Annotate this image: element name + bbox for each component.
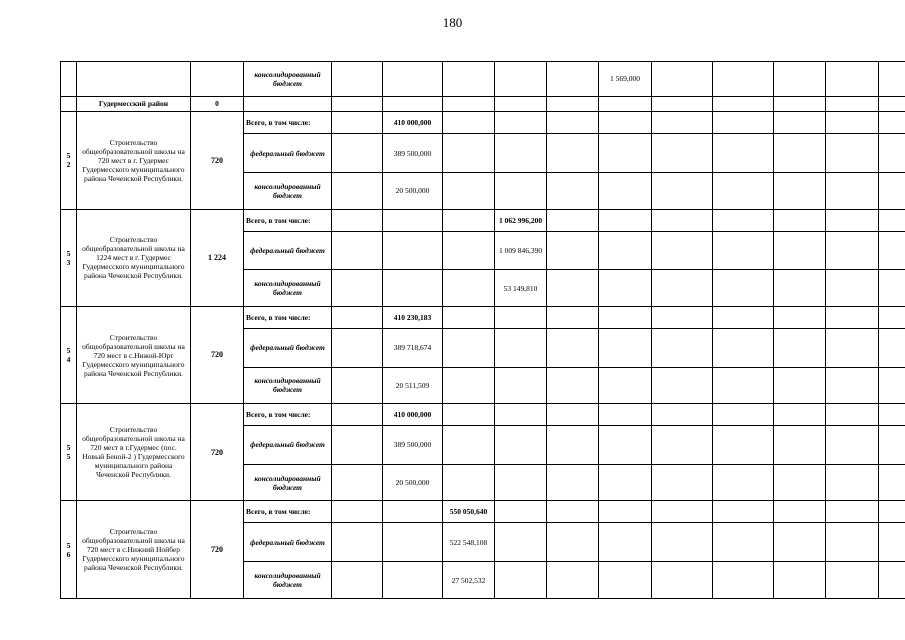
table-cell	[61, 62, 77, 97]
table-cell	[495, 62, 547, 97]
source-label-consolidated: консолидированный бюджет	[244, 464, 332, 501]
amount-cell	[443, 306, 495, 328]
amount-cell	[443, 426, 495, 465]
amount-cell	[879, 209, 905, 231]
source-label-federal: федеральный бюджет	[244, 523, 332, 562]
amount-cell: 389 500,000	[383, 134, 443, 173]
amount-cell	[332, 306, 383, 328]
table-cell	[713, 96, 774, 112]
amount-cell	[879, 464, 905, 501]
amount-cell	[332, 209, 383, 231]
table-cell	[383, 96, 443, 112]
amount-cell: 27 502,532	[443, 562, 495, 599]
amount-cell	[713, 306, 774, 328]
table-cell	[332, 62, 383, 97]
amount-cell	[713, 270, 774, 307]
table-cell	[244, 96, 332, 112]
amount-cell	[443, 328, 495, 367]
amount-cell	[879, 172, 905, 209]
source-label-total: Всего, в том числе:	[244, 306, 332, 328]
amount-cell	[826, 426, 879, 465]
amount-cell	[879, 231, 905, 270]
amount-cell	[774, 270, 826, 307]
amount-cell	[547, 134, 599, 173]
amount-cell	[332, 562, 383, 599]
amount-cell	[599, 112, 652, 134]
table-row	[61, 112, 905, 134]
amount-cell	[774, 231, 826, 270]
amount-cell	[547, 328, 599, 367]
table-cell	[547, 62, 599, 97]
amount-cell: 20 511,509	[383, 367, 443, 404]
source-label-total: Всего, в том числе:	[244, 501, 332, 523]
amount-cell	[879, 306, 905, 328]
amount-cell	[599, 562, 652, 599]
project-capacity: 720	[191, 112, 244, 209]
amount-cell	[774, 134, 826, 173]
amount-cell	[879, 270, 905, 307]
amount-cell	[652, 270, 713, 307]
amount-cell	[547, 209, 599, 231]
amount-cell	[332, 112, 383, 134]
district-name: Гудермесский район	[77, 96, 191, 112]
amount-cell	[547, 464, 599, 501]
amount-cell	[547, 306, 599, 328]
amount-cell: 389 718,674	[383, 328, 443, 367]
amount-cell	[547, 112, 599, 134]
amount-cell	[599, 523, 652, 562]
amount-cell	[383, 523, 443, 562]
source-label-consolidated: консолидированный бюджет	[244, 367, 332, 404]
project-name: Строительство общеобразовательной школы на 1224 мест в г. Гудермес Гудермесского муниципального района Чеченской Республики.	[77, 209, 191, 306]
amount-cell	[443, 172, 495, 209]
amount-cell	[879, 404, 905, 426]
amount-cell	[652, 306, 713, 328]
amount-cell	[879, 426, 905, 465]
project-number: 5 4	[61, 306, 77, 403]
amount-cell	[547, 404, 599, 426]
amount-cell	[826, 367, 879, 404]
amount-cell	[879, 523, 905, 562]
table-cell	[826, 62, 879, 97]
amount-cell	[774, 328, 826, 367]
project-name: Строительство общеобразовательной школы на 720 мест в г.Гудермес (пос. Новый Беной-2 ) Гудермесского муниципального района Чеченской Республики.	[77, 404, 191, 501]
table-cell	[826, 96, 879, 112]
amount-cell	[495, 562, 547, 599]
amount-cell	[332, 523, 383, 562]
amount-cell: 1 062 996,200	[495, 209, 547, 231]
amount-cell	[652, 112, 713, 134]
table-cell	[191, 62, 244, 97]
amount-cell	[826, 134, 879, 173]
amount-cell	[547, 501, 599, 523]
project-capacity: 720	[191, 501, 244, 599]
amount-cell	[332, 426, 383, 465]
amount-cell: 20 500,000	[383, 464, 443, 501]
table-row	[61, 209, 905, 231]
amount-cell	[826, 112, 879, 134]
table-cell	[443, 96, 495, 112]
project-number: 5 2	[61, 112, 77, 209]
amount-cell	[879, 367, 905, 404]
source-label-consolidated: консолидированный бюджет	[244, 172, 332, 209]
amount-cell	[443, 209, 495, 231]
amount-cell	[826, 231, 879, 270]
amount-cell	[599, 501, 652, 523]
amount-cell	[652, 464, 713, 501]
amount-cell	[599, 367, 652, 404]
amount-cell	[332, 134, 383, 173]
project-name: Строительство общеобразовательной школы на 720 мест в с.Нижой-Юрт Гудермесского муниципального района Чеченской Республики.	[77, 306, 191, 403]
amount-cell	[879, 134, 905, 173]
source-label-total: Всего, в том числе:	[244, 112, 332, 134]
amount-cell	[599, 426, 652, 465]
source-label-consolidated: консолидированный бюджет	[244, 62, 332, 97]
amount-cell	[383, 209, 443, 231]
amount-cell	[713, 523, 774, 562]
amount-cell	[713, 172, 774, 209]
amount-cell	[443, 404, 495, 426]
amount-cell	[547, 270, 599, 307]
amount-cell	[713, 328, 774, 367]
page-number: 180	[442, 15, 463, 30]
project-name: Строительство общеобразовательной школы на 720 мест в г. Гудермес Гудермесского муниципального района Чеченской Республики.	[77, 112, 191, 209]
amount-cell	[495, 172, 547, 209]
amount-cell	[879, 501, 905, 523]
amount-cell	[383, 562, 443, 599]
amount-cell	[774, 172, 826, 209]
amount-cell	[826, 523, 879, 562]
source-label-consolidated: консолидированный бюджет	[244, 562, 332, 599]
amount-cell	[495, 404, 547, 426]
amount-cell: 410 230,183	[383, 306, 443, 328]
amount-cell	[652, 172, 713, 209]
amount-cell	[774, 501, 826, 523]
amount-cell	[713, 231, 774, 270]
amount-cell	[774, 464, 826, 501]
amount-cell	[774, 562, 826, 599]
amount-cell	[547, 523, 599, 562]
table-row	[61, 62, 905, 97]
project-name: Строительство общеобразовательной школы на 720 мест в с.Нижний Нойбер Гудермесского муниципального района Чеченской Республики.	[77, 501, 191, 599]
amount-cell: 20 500,000	[383, 172, 443, 209]
amount-cell	[599, 464, 652, 501]
table-row	[61, 501, 905, 523]
amount-cell	[547, 426, 599, 465]
amount-cell	[599, 134, 652, 173]
amount-cell	[495, 464, 547, 501]
amount-cell	[713, 501, 774, 523]
amount-cell: 550 050,640	[443, 501, 495, 523]
district-value: 0	[191, 96, 244, 112]
amount-cell	[495, 367, 547, 404]
table-cell	[495, 96, 547, 112]
table-cell	[652, 62, 713, 97]
amount-cell	[652, 501, 713, 523]
amount-cell	[652, 231, 713, 270]
table-cell	[774, 62, 826, 97]
amount-cell	[652, 404, 713, 426]
amount-cell	[826, 404, 879, 426]
table-cell	[774, 96, 826, 112]
amount-cell: 1 009 846,390	[495, 231, 547, 270]
table-cell	[383, 62, 443, 97]
project-number: 5 6	[61, 501, 77, 599]
source-label-federal: федеральный бюджет	[244, 328, 332, 367]
amount-cell	[547, 562, 599, 599]
table-cell	[61, 96, 77, 112]
project-number: 5 5	[61, 404, 77, 501]
project-capacity: 720	[191, 306, 244, 403]
amount-cell	[495, 523, 547, 562]
amount-cell	[826, 306, 879, 328]
table-cell	[713, 62, 774, 97]
amount-cell	[713, 404, 774, 426]
amount-cell	[332, 270, 383, 307]
amount-cell	[713, 464, 774, 501]
amount-cell	[332, 172, 383, 209]
amount-cell	[652, 523, 713, 562]
amount-cell	[495, 501, 547, 523]
amount-cell	[383, 270, 443, 307]
amount-cell	[774, 426, 826, 465]
project-number: 5 3	[61, 209, 77, 306]
table-cell	[332, 96, 383, 112]
amount-cell	[599, 306, 652, 328]
amount-cell	[495, 134, 547, 173]
amount-cell	[826, 464, 879, 501]
amount-cell	[774, 404, 826, 426]
amount-cell	[332, 404, 383, 426]
source-label-total: Всего, в том числе:	[244, 209, 332, 231]
amount-cell	[332, 367, 383, 404]
amount-cell	[383, 231, 443, 270]
amount-cell	[713, 562, 774, 599]
amount-cell	[599, 328, 652, 367]
amount-cell	[547, 172, 599, 209]
amount-cell	[443, 134, 495, 173]
table-cell	[443, 62, 495, 97]
amount-cell	[547, 231, 599, 270]
amount-cell: 389 500,000	[383, 426, 443, 465]
amount-cell	[879, 328, 905, 367]
amount-cell: 1 569,000	[599, 62, 652, 97]
amount-cell	[879, 112, 905, 134]
table-cell	[879, 96, 905, 112]
amount-cell	[774, 523, 826, 562]
amount-cell	[599, 231, 652, 270]
amount-cell	[713, 367, 774, 404]
source-label-total: Всего, в том числе:	[244, 404, 332, 426]
table-cell	[77, 62, 191, 97]
amount-cell	[774, 367, 826, 404]
project-capacity: 720	[191, 404, 244, 501]
amount-cell	[495, 426, 547, 465]
source-label-consolidated: консолидированный бюджет	[244, 270, 332, 307]
amount-cell	[383, 501, 443, 523]
amount-cell	[332, 231, 383, 270]
source-label-federal: федеральный бюджет	[244, 231, 332, 270]
amount-cell	[332, 328, 383, 367]
amount-cell	[599, 209, 652, 231]
amount-cell	[495, 328, 547, 367]
amount-cell	[443, 112, 495, 134]
amount-cell: 53 149,810	[495, 270, 547, 307]
amount-cell	[652, 209, 713, 231]
amount-cell	[495, 112, 547, 134]
amount-cell: 410 000,000	[383, 404, 443, 426]
table-row	[61, 404, 905, 426]
amount-cell: 410 000,000	[383, 112, 443, 134]
amount-cell	[652, 562, 713, 599]
amount-cell	[495, 306, 547, 328]
amount-cell	[443, 367, 495, 404]
amount-cell	[713, 112, 774, 134]
amount-cell	[774, 112, 826, 134]
amount-cell	[879, 562, 905, 599]
amount-cell	[547, 367, 599, 404]
amount-cell	[599, 404, 652, 426]
budget-table	[60, 61, 905, 599]
amount-cell	[774, 209, 826, 231]
source-label-federal: федеральный бюджет	[244, 426, 332, 465]
project-capacity: 1 224	[191, 209, 244, 306]
amount-cell	[826, 501, 879, 523]
amount-cell: 522 548,108	[443, 523, 495, 562]
amount-cell	[826, 328, 879, 367]
amount-cell	[826, 172, 879, 209]
amount-cell	[332, 501, 383, 523]
amount-cell	[826, 270, 879, 307]
amount-cell	[443, 270, 495, 307]
amount-cell	[826, 562, 879, 599]
amount-cell	[826, 209, 879, 231]
amount-cell	[599, 270, 652, 307]
amount-cell	[652, 328, 713, 367]
amount-cell	[443, 464, 495, 501]
table-cell	[652, 96, 713, 112]
amount-cell	[713, 426, 774, 465]
amount-cell	[652, 367, 713, 404]
table-row	[61, 306, 905, 328]
amount-cell	[713, 209, 774, 231]
amount-cell	[443, 231, 495, 270]
table-cell	[879, 62, 905, 97]
table-cell	[547, 96, 599, 112]
amount-cell	[713, 134, 774, 173]
amount-cell	[774, 306, 826, 328]
district-row	[61, 96, 905, 112]
source-label-federal: федеральный бюджет	[244, 134, 332, 173]
table-body	[61, 62, 905, 599]
amount-cell	[332, 464, 383, 501]
amount-cell	[652, 426, 713, 465]
amount-cell	[599, 172, 652, 209]
amount-cell	[652, 134, 713, 173]
table-cell	[599, 96, 652, 112]
